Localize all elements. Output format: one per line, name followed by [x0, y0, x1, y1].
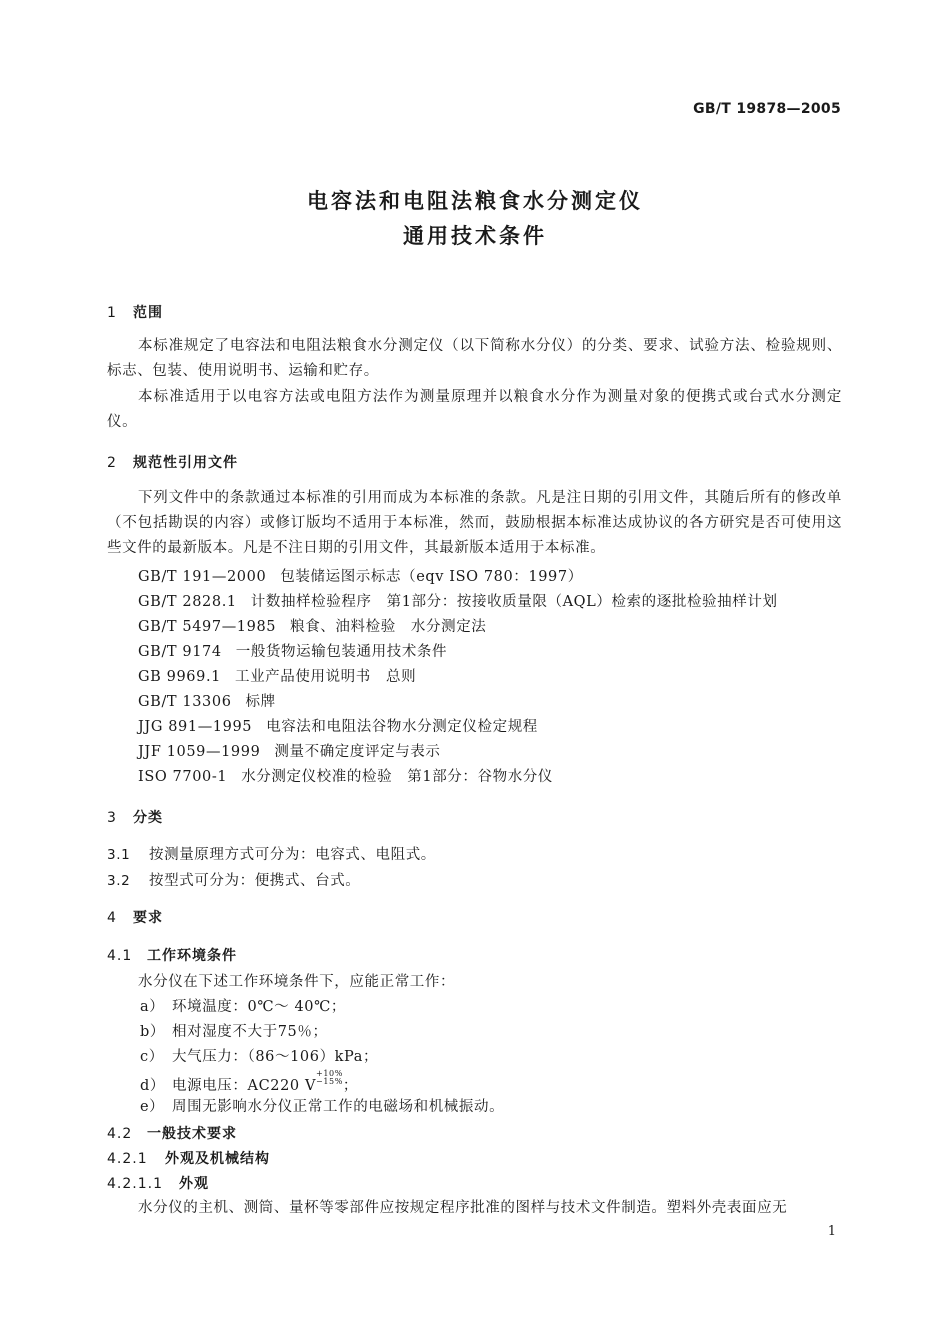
- document-title-line2: 通用技术条件: [403, 224, 547, 248]
- list-item: [140, 995, 346, 1016]
- reference-title: 计数抽样检验程序 第1部分：按接收质量限（AQL）检索的逐批检验抽样计划: [250, 594, 778, 610]
- clause-text: 按测量原理方式可分为：电容式、电阻式。: [149, 847, 436, 863]
- reference-item: [138, 765, 553, 786]
- reference-code: GB/T 9174: [138, 644, 222, 660]
- reference-item: [138, 665, 416, 686]
- section-1-heading: [107, 302, 163, 322]
- reference-code: ISO 7700-1: [138, 769, 228, 785]
- normative-references-paragraph: 下列文件中的条款通过本标准的引用而成为本标准的条款。凡是注日期的引用文件，其随后所有的修改单（不包括勘误的内容）或修订版均不适用于本标准，然而，鼓励根据本标准达成协议的各方研究是否可使用这些文件的最新版本。凡是不注日期的引用文件，其最新版本适用于本标准。: [107, 490, 842, 556]
- reference-code: GB/T 2828.1: [138, 594, 237, 610]
- reference-title: 粮食、油料检验 水分测定法: [290, 619, 487, 635]
- reference-title: 标牌: [245, 694, 276, 710]
- scope-paragraph-1: 本标准规定了电容法和电阻法粮食水分测定仪（以下简称水分仪）的分类、要求、试验方法、检验规则、标志、包装、使用说明书、运输和贮存。: [107, 338, 842, 379]
- reference-code: JJG 891—1995: [138, 719, 253, 735]
- reference-code: GB/T 5497—1985: [138, 619, 277, 635]
- reference-item: [138, 615, 486, 636]
- section-title: 外观: [179, 1176, 209, 1192]
- section-number: 4.2: [107, 1126, 133, 1142]
- voltage-tolerance: [316, 1070, 343, 1086]
- reference-code: JJF 1059—1999: [138, 744, 261, 760]
- document-title-line1: 电容法和电阻法粮食水分测定仪: [307, 189, 643, 213]
- reference-title: 工业产品使用说明书 总则: [234, 669, 417, 685]
- reference-code: GB/T 13306: [138, 694, 232, 710]
- reference-item: [138, 640, 447, 661]
- section-number: 3: [107, 810, 117, 826]
- subsection-4-1-heading: [107, 945, 237, 965]
- list-item: [140, 1095, 504, 1116]
- list-text: 大气压力：（86～106）kPa；: [172, 1049, 379, 1065]
- section-number: 4.2.1.1: [107, 1176, 163, 1192]
- reference-code: GB/T 191—2000: [138, 569, 267, 585]
- section-title: 工作环境条件: [147, 948, 237, 964]
- section-4-heading: [107, 907, 163, 927]
- subsection-4-2-heading: [107, 1123, 237, 1143]
- page-number: 1: [827, 1224, 836, 1239]
- list-text: 电源电压：AC220 V: [172, 1078, 317, 1094]
- clause-3-2: [107, 869, 360, 890]
- list-marker: a）: [140, 999, 165, 1015]
- voltage-upper-tolerance: +10%: [316, 1069, 343, 1078]
- clause-text: 按型式可分为：便携式、台式。: [149, 873, 361, 889]
- subsection-4-2-1-heading: [107, 1148, 270, 1168]
- list-marker: d）: [140, 1078, 165, 1094]
- list-marker: b）: [140, 1024, 165, 1040]
- reference-item: [138, 565, 583, 586]
- voltage-lower-tolerance: −15%: [316, 1077, 343, 1086]
- section-title: 一般技术要求: [147, 1126, 237, 1142]
- section-number: 4.2.1: [107, 1151, 148, 1167]
- list-text-tail: ；: [342, 1078, 359, 1094]
- reference-item: [138, 690, 276, 711]
- section-2-heading: [107, 452, 238, 472]
- reference-title: 测量不确定度评定与表示: [274, 744, 441, 760]
- clause-number: 3.2: [107, 873, 131, 889]
- scope-paragraph-2: 本标准适用于以电容方法或电阻方法作为测量原理并以粮食水分作为测量对象的便携式或台式水分测定仪。: [107, 389, 842, 430]
- section-number: 1: [107, 305, 117, 321]
- reference-item: [138, 715, 538, 736]
- section-number: 4.1: [107, 948, 133, 964]
- reference-item: [138, 740, 441, 761]
- environment-intro: 水分仪在下述工作环境条件下，应能正常工作：: [138, 974, 456, 990]
- list-item: [140, 1020, 328, 1041]
- list-marker: e）: [140, 1099, 165, 1115]
- section-number: 2: [107, 455, 117, 471]
- reference-title: 水分测定仪校准的检验 第1部分：谷物水分仪: [241, 769, 554, 785]
- reference-code: GB 9969.1: [138, 669, 221, 685]
- appearance-paragraph: 水分仪的主机、测筒、量杯等零部件应按规定程序批准的图样与技术文件制造。塑料外壳表面应无: [138, 1200, 788, 1216]
- list-text: 相对湿度不大于75％；: [172, 1024, 328, 1040]
- list-text: 环境温度：0℃～ 40℃；: [172, 999, 347, 1015]
- list-marker: c）: [140, 1049, 164, 1065]
- section-title: 要求: [133, 910, 163, 926]
- reference-item: [138, 590, 778, 611]
- section-title: 分类: [133, 810, 163, 826]
- list-item: [140, 1045, 378, 1066]
- list-text: 周围无影响水分仪正常工作的电磁场和机械振动。: [172, 1099, 505, 1115]
- reference-title: 包装储运图示标志（eqv ISO 780：1997）: [280, 569, 583, 585]
- section-title: 规范性引用文件: [133, 455, 238, 471]
- list-item: [140, 1070, 358, 1095]
- section-number: 4: [107, 910, 117, 926]
- clause-number: 3.1: [107, 847, 131, 863]
- subsection-4-2-1-1-heading: [107, 1173, 209, 1193]
- clause-3-1: [107, 843, 436, 864]
- standard-number: GB/T 19878—2005: [693, 101, 841, 117]
- reference-title: 电容法和电阻法谷物水分测定仪检定规程: [266, 719, 538, 735]
- reference-title: 一般货物运输包装通用技术条件: [235, 644, 448, 660]
- section-title: 范围: [133, 305, 163, 321]
- section-3-heading: [107, 807, 163, 827]
- section-title: 外观及机械结构: [165, 1151, 270, 1167]
